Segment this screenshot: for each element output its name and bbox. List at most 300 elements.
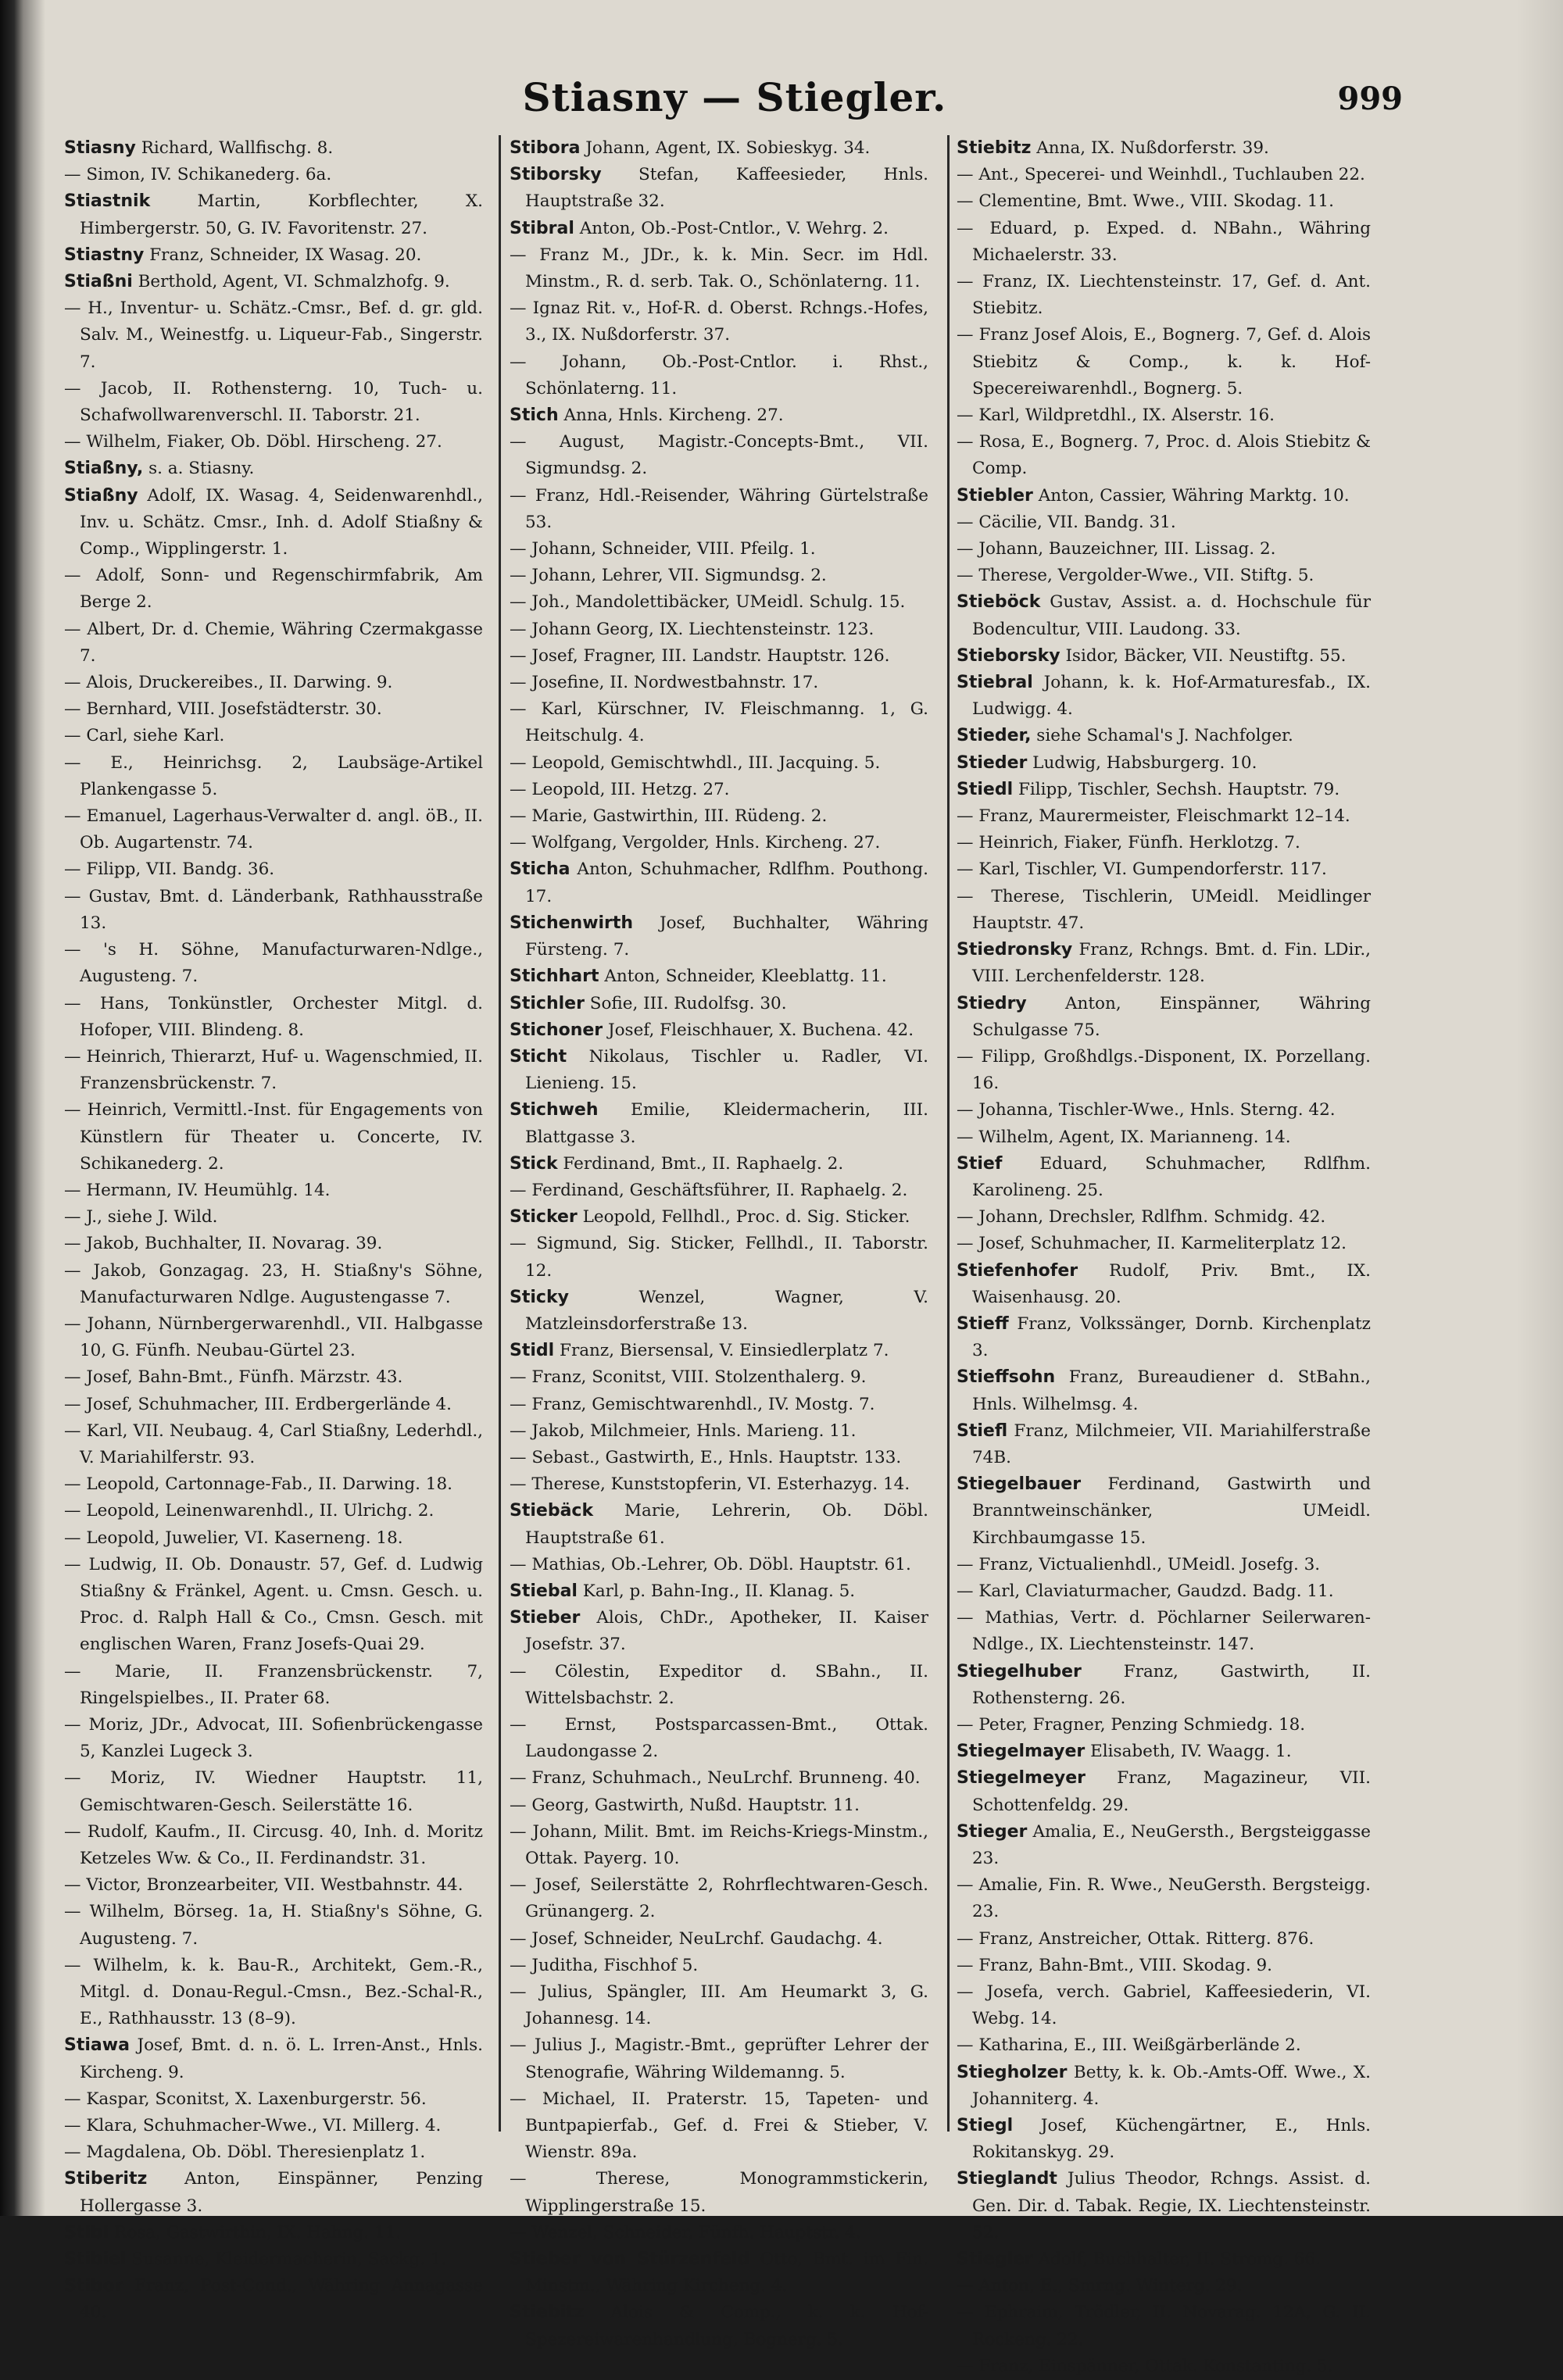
entry-details: Isidor, Bäcker, VII. Neustiftg. 55. <box>1060 645 1347 666</box>
directory-entry <box>957 269 1371 322</box>
entry-details: — Katharina, E., III. Weißgärberlände 2. <box>957 2035 1301 2056</box>
entry-surname: Stieber <box>510 1608 581 1628</box>
entry-details: siehe Schamal's J. Nachfolger. <box>1031 726 1293 746</box>
entry-details: Anton, Cassier, Währing Marktg. 10. <box>1032 485 1350 506</box>
directory-entry <box>957 1311 1371 1364</box>
directory-entry <box>957 2032 1371 2059</box>
entry-details: — Mathias, Vertr. d. Pöchlarner Seilerwaren-Ndlge., IX. Liechtensteinstr. 147. <box>957 1608 1371 1655</box>
directory-entry <box>957 162 1371 188</box>
directory-entry <box>510 536 928 563</box>
directory-entry <box>957 1151 1371 1204</box>
entry-details: Franz, Gastwirth, II. Rothensterng. 26. <box>972 1661 1371 1708</box>
entry-details: — Amalie, Fin. R. Wwe., NeuGersth. Bergsteigg. 23. <box>957 1875 1371 1922</box>
entry-details: — Johann, Ob.-Post-Cntlor. i. Rhst., Schönlaterng. 11. <box>510 352 928 398</box>
column-3 <box>957 135 1371 2380</box>
directory-entry <box>957 1204 1371 1231</box>
directory-entry <box>510 1765 928 1792</box>
directory-entry <box>64 295 483 376</box>
entry-details: Adolf, Buchhalter, II. Stromg. 66. <box>1032 2250 1321 2270</box>
directory-entry <box>510 1151 928 1177</box>
entry-details: — Sigmund, Sig. Sticker, Fellhdl., II. Taborstr. 12. <box>510 1234 928 1281</box>
directory-entry <box>64 884 483 937</box>
directory-entry <box>64 483 483 563</box>
directory-entry <box>510 670 928 696</box>
entry-surname: Stieböck <box>957 592 1041 613</box>
directory-entry <box>957 723 1371 749</box>
entry-details: — Johann, Milit. Bmt. im Reichs-Kriegs-Minstm., Ottak. Payerg. 10. <box>510 1821 928 1868</box>
directory-entry <box>510 696 928 749</box>
entry-details: Anna, Hnls. Kircheng. 27. <box>558 406 784 426</box>
directory-entry <box>510 2166 928 2219</box>
entry-details: — Karl, VII. Neubaug. 4, Carl Stiaßny, Lederhdl., V. Mariahilferstr. 93. <box>64 1420 483 1467</box>
entry-details: Josef, Bmt. d. n. ö. L. Irren-Anst., Hnls. Kircheng. 9. <box>80 2035 483 2082</box>
entry-details: — Carl, siehe Karl. <box>64 726 225 746</box>
entry-details: — Eduard, p. Exped. d. NBahn., Währing Michaelerstr. 33. <box>957 218 1371 265</box>
directory-entry <box>510 803 928 830</box>
directory-entry <box>957 429 1371 482</box>
entry-surname: Stiedronsky <box>957 940 1073 960</box>
directory-entry <box>510 216 928 242</box>
entry-details: — Julius, Spängler, III. Am Heumarkt 3, G. Johannesg. 14. <box>510 1982 928 2029</box>
entry-details: — Jacob, II. Rothensterng. 10, Tuch- u. Schafwollwarenverschl. II. Taborstr. 21. <box>64 378 483 426</box>
directory-entry <box>510 2086 928 2167</box>
directory-entry <box>64 563 483 616</box>
entry-details: — Clementine, Bmt. Wwe., VIII. Skodag. 11. <box>957 191 1334 212</box>
directory-entry <box>957 402 1371 429</box>
entry-details: Franz, Rchngs. Bmt. d. Fin. LDir., VIII. Lerchenfelderstr. 128. <box>972 940 1371 987</box>
directory-entry <box>64 696 483 723</box>
directory-entry <box>64 670 483 696</box>
directory-entry <box>64 750 483 803</box>
entry-surname: Stichenwirth <box>510 913 634 933</box>
directory-entry <box>510 1097 928 1150</box>
entry-details: Anton, Ob.-Post-Cntlor., V. Wehrg. 2. <box>574 218 889 238</box>
directory-entry <box>957 322 1371 402</box>
entry-surname: Stiefl <box>957 1420 1008 1441</box>
entry-surname: Stiebitz <box>510 2303 585 2323</box>
entry-details: — Josef, Schuhmacher, II. Karmeliterplatz 12. <box>957 1234 1347 1254</box>
entry-details: Rudolf, Priv. Bmt., IX. Waisenhausg. 20. <box>972 1260 1371 1307</box>
directory-entry <box>957 536 1371 563</box>
directory-entry <box>510 1445 928 1471</box>
directory-entry <box>64 1418 483 1471</box>
entry-details: — Jakob, Gonzagag. 23, H. Stiaßny's Söhne, Manufacturwaren Ndlge. Augustengasse 7. <box>64 1260 483 1307</box>
entry-details: — Kaspar, Sconitst, X. Laxenburgerstr. 56. <box>64 2089 427 2109</box>
entry-surname: Stich <box>510 406 559 426</box>
entry-details: — Leopold, III. Hetzg. 27. <box>510 779 730 799</box>
entry-details: — Albert, Dr. d. Chemie, Währing Czermakgasse 7. <box>64 619 483 666</box>
entry-details: — Josef, Seilerstätte 2, Rohrflechtwaren-Gesch. Grünangerg. 2. <box>510 1875 928 1922</box>
directory-entry <box>64 937 483 990</box>
entry-details: Anton, Schneider, Kleeblattg. 11. <box>599 967 887 987</box>
entry-details: — Adolf, Sonn- und Regenschirmfabrik, Am Berge 2. <box>64 566 483 613</box>
entry-details: Franz, Post-Cond., Währing Annagasse 40. <box>80 2276 483 2323</box>
entry-surname: Stiebral <box>957 673 1033 693</box>
directory-entry <box>510 1044 928 1097</box>
directory-entry <box>957 1872 1371 1925</box>
entry-details: — Franz, Schuhmach., NeuLrchf. Brunneng. 40. <box>510 1768 921 1789</box>
directory-entry <box>510 162 928 215</box>
entry-surname: Stiefenhofer <box>957 1260 1078 1281</box>
directory-entry <box>64 1204 483 1231</box>
entry-surname: Stiebäck <box>510 1501 594 1521</box>
directory-entry <box>64 1659 483 1712</box>
book-binding <box>0 0 23 2216</box>
directory-entry <box>64 723 483 749</box>
directory-entry <box>64 991 483 1044</box>
entry-details: Leopold, Fellhdl., Proc. d. Sig. Sticker. <box>577 1207 910 1228</box>
entry-details: Franz, Biersensal, V. Einsiedlerplatz 7. <box>554 1341 889 1361</box>
entry-details: Franz, Schneider, IX Wasag. 20. <box>144 245 422 265</box>
entry-surname: Stief <box>957 1153 1003 1174</box>
entry-details: — Heinrich, Fiaker, Fünfh. Herklotzg. 7. <box>957 833 1300 853</box>
directory-entry <box>957 2113 1371 2166</box>
entry-details: — Johann, Nürnbergerwarenhdl., VII. Halbgasse 10, G. Fünfh. Neubau-Gürtel 23. <box>64 1313 483 1361</box>
directory-entry <box>64 1819 483 1872</box>
entry-details: — Johanna, Tischler-Wwe., Hnls. Sterng. 42. <box>957 1100 1336 1120</box>
entry-details: Franz, Magazineur, VII. Schottenfeldg. 29. <box>972 1768 1371 1815</box>
entry-details: — Ignaz Rit. v., Hof-R. d. Oberst. Rchngs.-Hofes, 3., IX. Nußdorferstr. 37. <box>510 298 928 345</box>
directory-entry <box>64 1231 483 1257</box>
entry-details: — Johann, Bauzeichner, III. Lissag. 2. <box>957 539 1276 559</box>
entry-details: Emilie, Kleidermacherin, III. Blattgasse 3. <box>525 1100 928 1147</box>
entry-surname: Stichhart <box>510 967 599 987</box>
directory-entry <box>64 1953 483 2033</box>
entry-details: — Josefa, verch. Gabriel, Kaffeesiederin, VI. Webg. 14. <box>957 1982 1371 2029</box>
directory-entry <box>510 777 928 803</box>
entry-details: Anton, Einspänner, Währing Schulgasse 75. <box>972 993 1371 1040</box>
directory-entry <box>957 2300 1371 2353</box>
directory-entry <box>510 1552 928 1578</box>
directory-entry <box>510 589 928 616</box>
directory-entry <box>64 269 483 295</box>
entry-details: — Karl, Tischler, VI. Gumpendorferstr. 117. <box>957 859 1327 880</box>
entry-details: — Bernhard, VIII. Josefstädterstr. 30. <box>64 699 382 720</box>
entry-details: — Josef, Schneider, NeuLrchf. Gaudachg. 4. <box>510 1928 883 1949</box>
entry-details: — Karl, Claviaturmacher, Gaudzd. Badg. 11. <box>957 1581 1334 1601</box>
directory-entry <box>64 1872 483 1899</box>
directory-entry <box>64 429 483 456</box>
entry-surname: Stieber von Stürzenfeld <box>510 2250 750 2270</box>
directory-entry <box>957 777 1371 803</box>
entry-details: — Peter, Fragner, Penzing Schmiedg. 18. <box>957 1714 1306 1735</box>
entry-details: Nikolaus, Tischler u. Radler, VI. Lienieng. 15. <box>525 1046 928 1094</box>
entry-details: — Ephraim, Trödler, II. Novarag. 12A, G. II. Rockeng. 22. <box>957 2303 1371 2350</box>
directory-entry <box>510 1659 928 1712</box>
entry-details: — E., Heinrichsg. 2, Laubsäge-Artikel Plankengasse 5. <box>64 752 483 799</box>
entry-details: Ludwig, Habsburgerg. 10. <box>1027 752 1257 773</box>
entry-surname: Stieff <box>957 1313 1009 1334</box>
entry-details: — Klara, Schuhmacher-Wwe., VI. Millerg. 4. <box>64 2116 442 2136</box>
directory-entry <box>510 750 928 777</box>
entry-details: — Anton, E., Smrng. Winterg. 29. <box>957 2276 1243 2296</box>
entry-surname: Stiegelmayer <box>957 1742 1086 1762</box>
directory-entry <box>64 456 483 482</box>
entry-details: — Johann, Schneider, VIII. Pfeilg. 1. <box>510 539 816 559</box>
entry-details: — Franz, Einspänner, Ottak. Konstanting. 5. <box>957 2356 1333 2376</box>
entry-details: — Gustav, Bmt. d. Länderbank, Rathhausstraße 13. <box>64 886 483 933</box>
directory-entry <box>510 2246 928 2300</box>
entry-surname: Stiegelmeyer <box>957 1768 1086 1789</box>
entry-details: s. a. Stiasny. <box>143 459 255 479</box>
directory-entry <box>64 376 483 429</box>
directory-entry <box>64 856 483 883</box>
entry-details: — Ernst, Postsparcassen-Bmt., Ottak. Laudongasse 2. <box>510 1714 928 1762</box>
entry-details: — Emanuel, Lagerhaus-Verwalter d. angl. öB., II. Ob. Augartenstr. 74. <box>64 806 483 853</box>
directory-entry <box>957 2273 1371 2300</box>
directory-entry <box>957 1258 1371 1311</box>
directory-entry <box>510 856 928 909</box>
directory-entry <box>64 2113 483 2139</box>
entry-details: — Moriz, IV. Wiedner Hauptstr. 11, Gemischtwaren-Gesch. Seilerstätte 16. <box>64 1768 483 1815</box>
directory-entry <box>957 1124 1371 1151</box>
directory-entry <box>957 1953 1371 1979</box>
entry-details: — Franz, IX. Liechtensteinstr. 17, Gef. d. Ant. Stiebitz. <box>957 272 1371 319</box>
directory-entry <box>957 884 1371 937</box>
directory-entry <box>510 1231 928 1284</box>
directory-entry <box>510 2220 928 2246</box>
entry-surname: Stichler <box>510 993 585 1013</box>
entry-surname: Stibor <box>64 2276 123 2296</box>
directory-entry <box>64 2139 483 2166</box>
directory-entry <box>957 803 1371 830</box>
entry-surname: Stiegler <box>957 2250 1033 2270</box>
entry-details: Anton, Schuhmacher, Rdlfhm. Pouthong. 17. <box>525 859 928 906</box>
entry-details: Elisabeth, IV. Waagg. 1. <box>1085 1742 1292 1762</box>
directory-entry <box>510 1364 928 1391</box>
entry-details: Rosa, Gastwirthin, IX. Hahng. 11. <box>109 2222 402 2242</box>
entry-details: Anton, Einspänner, Penzing Hollergasse 3. <box>80 2169 483 2216</box>
entry-surname: Stibral <box>510 218 574 238</box>
directory-entry <box>64 1392 483 1418</box>
entry-details: Sofie, III. Rudolfsg. 30. <box>584 993 787 1013</box>
entry-details: — Franz, Victualienhdl., UMeidl. Josefg. 3. <box>957 1554 1321 1574</box>
directory-entry <box>957 135 1371 162</box>
directory-entry <box>510 135 928 162</box>
entry-surname: Stiberitz <box>64 2169 148 2189</box>
entry-details: — Franz, Maurermeister, Fleischmarkt 12–14. <box>957 806 1350 827</box>
directory-entry <box>64 616 483 670</box>
entry-details: — Johann, Drechsler, Rdlfhm. Schmidg. 42. <box>957 1207 1326 1228</box>
entry-surname: Sticker <box>510 1207 578 1228</box>
entry-surname: Stiebler <box>957 485 1033 506</box>
directory-entry <box>957 937 1371 990</box>
entry-details: — Josef, Fragner, III. Landstr. Hauptstr. 126. <box>510 645 890 666</box>
entry-surname: Stiedl <box>957 779 1014 799</box>
entry-details: Betty, k. k. Ob.-Amts-Off. Wwe., X. Johanniterg. 4. <box>972 2062 1371 2109</box>
entry-details: Josef, Buchhalter, Währing Fürsteng. 7. <box>525 913 928 960</box>
directory-entry <box>64 162 483 188</box>
entry-surname: Stiaßni <box>64 272 133 292</box>
entry-surname: Stiasny <box>64 138 136 158</box>
directory-entry <box>64 1525 483 1552</box>
directory-entry <box>510 402 928 429</box>
entry-details: — Franz M., JDr., k. k. Min. Secr. im Hdl. Minstm., R. d. serb. Tak. O., Schönlaterng. 11. <box>510 245 928 292</box>
entry-details: — Jakob, Buchhalter, II. Novarag. 39. <box>64 1234 383 1254</box>
entry-details: — Filipp, Großhdlgs.-Disponent, IX. Porzellang. 16. <box>957 1046 1371 1094</box>
entry-surname: Stieger <box>957 1821 1028 1842</box>
directory-entry <box>64 1765 483 1818</box>
entry-surname: Stiborsky <box>510 165 602 185</box>
entry-details: — Josefine, II. Nordwestbahnstr. 17. <box>510 673 819 693</box>
directory-entry <box>64 2032 483 2085</box>
directory-entry <box>64 1044 483 1097</box>
entry-surname: Sticky <box>510 1287 569 1307</box>
directory-entry <box>957 991 1371 1044</box>
directory-entry <box>957 1552 1371 1578</box>
directory-entry <box>510 1392 928 1418</box>
entry-details: — Franz Josef Alois, E., Bognerg. 7, Gef. d. Alois Stiebitz & Comp., k. k. Hof-Specereiwarenhdl., Bognerg. 5. <box>957 325 1371 398</box>
entry-details: — Victor, Bronzearbeiter, VII. Westbahnstr. 44. <box>64 1875 463 1896</box>
directory-entry <box>957 2353 1371 2380</box>
entry-details: Johann, k. k. Hof-Armaturesfab., IX. Ludwigg. 4. <box>972 673 1371 720</box>
entry-details: Alois, ChDr., Apotheker, II. Kaiser Josefstr. 37. <box>525 1608 928 1655</box>
directory-entry <box>510 1792 928 1819</box>
entry-details: Berthold, Agent, VI. Schmalzhofg. 9. <box>132 272 450 292</box>
column-2 <box>510 135 928 2353</box>
entry-details: — Therese, Tischlerin, UMeidl. Meidlinger Hauptstr. 47. <box>957 886 1371 933</box>
directory-entry <box>957 1712 1371 1739</box>
directory-entry <box>510 1712 928 1765</box>
entry-surname: Sticha <box>510 859 570 880</box>
entry-details: — Juditha, Fischhof 5. <box>510 1955 699 1975</box>
entry-details: Otto, Bmt. im Fin. Minstm., Währing Kircheng. 4. <box>525 2250 928 2296</box>
directory-entry <box>957 2166 1371 2246</box>
entry-details: — Leopold, Cartonnage-Fab., II. Darwing. 18. <box>64 1474 452 1495</box>
directory-entry <box>957 1044 1371 1097</box>
directory-entry <box>957 1659 1371 1712</box>
directory-entry <box>64 1552 483 1659</box>
directory-entry <box>64 188 483 241</box>
entry-surname: Stiaßny <box>64 485 138 506</box>
entry-surname: Stiawa <box>64 2035 130 2056</box>
entry-details: — Franz, Bahn-Bmt., VIII. Skodag. 9. <box>957 1955 1272 1975</box>
directory-entry <box>64 2086 483 2113</box>
entry-details: — Josef, Schuhmacher, III. Erdbergerlände 4. <box>64 1394 452 1414</box>
entry-surname: Stieder <box>957 752 1028 773</box>
directory-entry <box>64 2220 483 2246</box>
entry-details: — Ludwig, II. Ob. Donaustr. 57, Gef. d. Ludwig Stiaßny & Fränkel, Agent. u. Cmsn. Gesch. u. Proc. d. Ralph Hall & Co., Cmsn. Gesch. mit englischen Waren, Franz Josefs-Quai 29. <box>64 1554 483 1655</box>
entry-details: — Therese, Vergolder-Wwe., VII. Stiftg. 5. <box>957 566 1314 586</box>
directory-entry <box>957 1926 1371 1953</box>
directory-entry <box>957 1578 1371 1605</box>
directory-entry <box>957 1231 1371 1257</box>
entry-details: — Franz, Anstreicher, Ottak. Ritterg. 876. <box>957 1928 1314 1949</box>
entry-surname: Stidl <box>510 1341 555 1361</box>
entry-details: — Joh., Mandolettibäcker, UMeidl. Schulg. 15. <box>510 592 906 613</box>
directory-entry <box>64 1097 483 1177</box>
entry-details: Anna, IX. Nußdorferstr. 39. <box>1031 138 1269 158</box>
entry-details: — Johann, Lehrer, VII. Sigmundsg. 2. <box>510 566 827 586</box>
directory-entry <box>510 1471 928 1498</box>
directory-entry <box>510 830 928 856</box>
entry-details: Franz, Milchmeier, VII. Mariahilferstraße 74B. <box>972 1420 1371 1467</box>
entry-details: — Jakob, Milchmeier, Hnls. Marieng. 11. <box>510 1420 857 1441</box>
entry-details: — Wilhelm, k. k. Bau-R., Architekt, Gem.-R., Mitgl. d. Donau-Regul.-Cmsn., Bez.-Schal-R., E., Rathhausstr. 13 (8–9). <box>64 1955 483 2029</box>
directory-entry <box>64 135 483 162</box>
directory-entry <box>510 1872 928 1925</box>
entry-details: Franz, Bureaudiener d. StBahn., Hnls. Wilhelmsg. 4. <box>972 1367 1371 1414</box>
entry-details: — J., siehe J. Wild. <box>64 1207 218 1228</box>
directory-entry <box>957 1471 1371 1552</box>
running-head: Stiasny — Stiegler. <box>522 74 947 120</box>
directory-entry <box>64 1498 483 1524</box>
entry-details: — Heinrich, Thierarzt, Huf- u. Wagenschmied, II. Franzensbrückenstr. 7. <box>64 1046 483 1094</box>
directory-entry <box>510 1204 928 1231</box>
directory-entry <box>510 1177 928 1204</box>
entry-surname: Stiegelbauer <box>957 1474 1082 1495</box>
entry-details: — Therese, Monogrammstickerin, Wipplingerstraße 15. <box>510 2169 928 2216</box>
entry-surname: Stieder, <box>957 726 1032 746</box>
entry-surname: Stiegelhuber <box>957 1661 1082 1681</box>
entry-surname: Stichweh <box>510 1100 599 1120</box>
directory-entry <box>510 963 928 990</box>
directory-entry <box>957 1418 1371 1471</box>
entry-details: — Ferdinand, Geschäftsführer, II. Raphaelg. 2. <box>510 1180 908 1200</box>
binding-shadow <box>23 0 45 2216</box>
directory-entry <box>510 2032 928 2085</box>
entry-details: — Julius J., Magistr.-Bmt., geprüfter Lehrer der Stenografie, Währing Wildemanng. 5. <box>510 2035 928 2082</box>
entry-details: — Wolfgang, Vergolder, Hnls. Kircheng. 27. <box>510 833 881 853</box>
entry-details: — August, Magistr.-Concepts-Bmt., VII. Sigmundsg. 2. <box>510 432 928 479</box>
entry-details: — Cölestin, Expeditor d. SBahn., II. Wittelsbachstr. 2. <box>510 1661 928 1708</box>
directory-entry <box>957 1979 1371 2032</box>
entry-surname: Stiegl <box>957 2116 1014 2136</box>
directory-entry <box>957 2246 1371 2273</box>
entry-details: Alois & Comp., k. k. Hof-Spezereiwarenhandlung, Bognerg. 5. <box>525 2303 928 2350</box>
entry-details: — Filipp, VII. Bandg. 36. <box>64 859 275 880</box>
directory-entry <box>957 750 1371 777</box>
directory-entry <box>510 1418 928 1445</box>
entry-details: Franz, Volkssänger, Dornb. Kirchenplatz 3. <box>972 1313 1371 1361</box>
entry-details: — Hermann, IV. Heumühlg. 14. <box>64 1180 331 1200</box>
directory-entry <box>510 563 928 589</box>
entry-details: Julius Theodor, Rchngs. Assist. d. Gen. Dir. d. Tabak. Regie, IX. Liechtensteinstr. 52. <box>972 2169 1371 2242</box>
entry-surname: Stieborsky <box>957 645 1060 666</box>
entry-details: Johann, Agent, IX. Sobieskyg. 34. <box>580 138 871 158</box>
entry-details: — Franz, Gemischtwarenhdl., IV. Mostg. 7. <box>510 1394 875 1414</box>
directory-entry <box>510 2300 928 2353</box>
directory-entry <box>64 1471 483 1498</box>
directory-entry <box>510 483 928 536</box>
entry-surname: Stiedry <box>957 993 1027 1013</box>
directory-entry <box>64 2166 483 2219</box>
directory-entry <box>510 1017 928 1044</box>
entry-details: Susanne, Kleidermacherin, Sackg. 1. <box>126 2250 447 2270</box>
directory-entry <box>510 1578 928 1605</box>
entry-details: Ferdinand, Bmt., II. Raphaelg. 2. <box>557 1153 844 1174</box>
directory-entry <box>64 242 483 269</box>
directory-entry <box>957 563 1371 589</box>
directory-entry <box>957 509 1371 536</box>
directory-entry <box>957 1605 1371 1658</box>
directory-entry <box>64 1899 483 1952</box>
directory-entry <box>510 295 928 348</box>
directory-entry <box>510 429 928 482</box>
directory-entry <box>957 670 1371 723</box>
entry-details: — Alois, Druckereibes., II. Darwing. 9. <box>64 673 393 693</box>
entry-surname: Stibi <box>64 2222 109 2242</box>
directory-entry <box>510 643 928 670</box>
entry-details: — Cäcilie, VII. Bandg. 31. <box>957 512 1176 532</box>
directory-entry <box>510 1285 928 1338</box>
entry-surname: Stibora <box>510 138 581 158</box>
entry-details: — Wenzel, Schneider, Fünfh. Hauptstr. 4. <box>510 2222 861 2242</box>
entry-details: Filipp, Tischler, Sechsh. Hauptstr. 79. <box>1013 779 1340 799</box>
entry-details: — Michael, II. Praterstr. 15, Tapeten- und Buntpapierfab., Gef. d. Frei & Stieber, V. Wienstr. 89a. <box>510 2089 928 2163</box>
entry-details: — Franz, Sconitst, VIII. Stolzenthalerg. 9. <box>510 1367 867 1388</box>
directory-entry <box>510 991 928 1017</box>
